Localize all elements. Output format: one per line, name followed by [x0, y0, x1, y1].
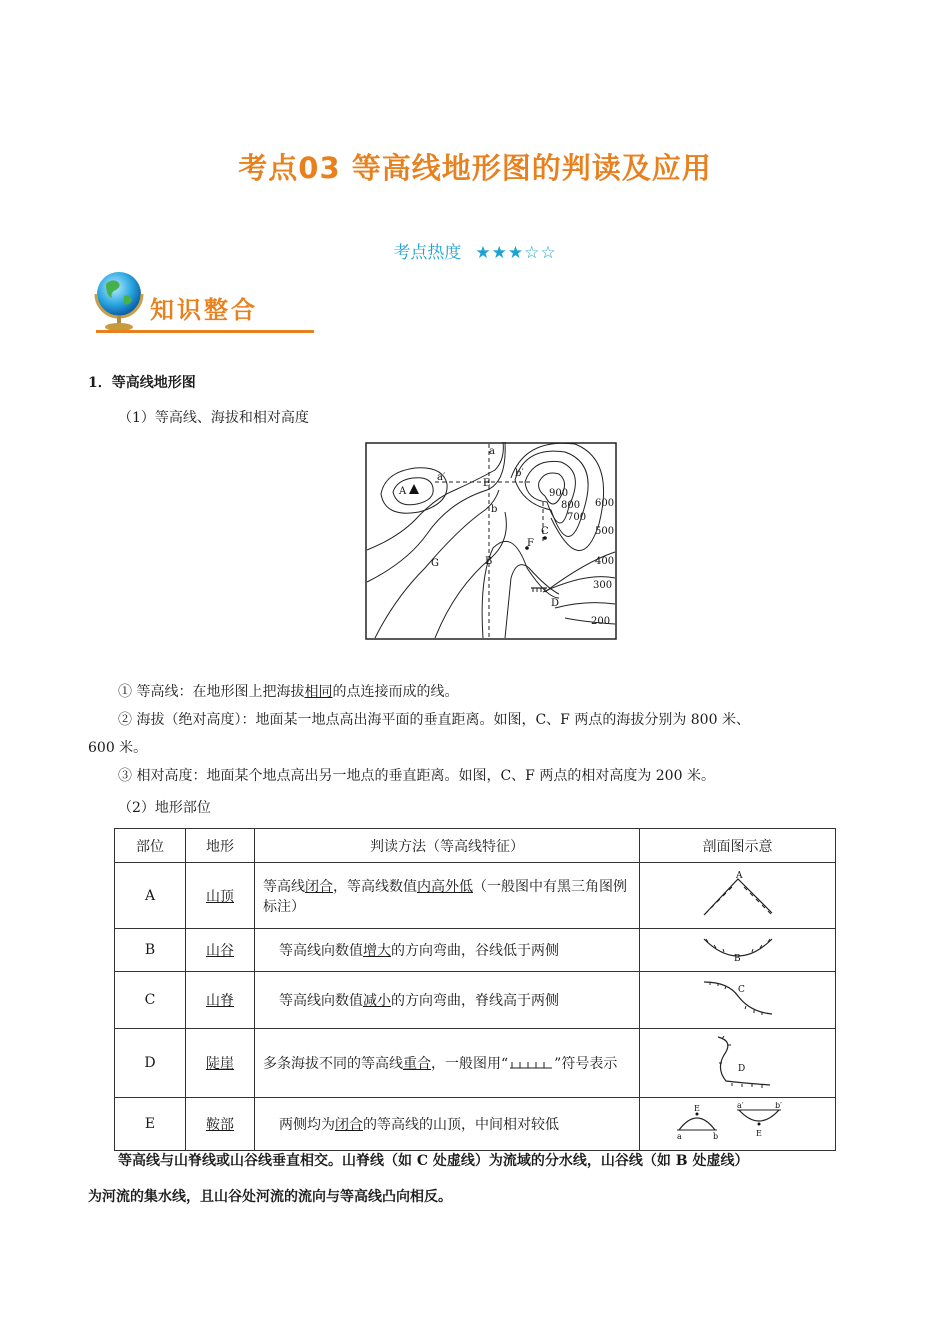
map-label: B [485, 556, 493, 567]
table-header: 剖面图示意 [640, 829, 836, 863]
table-row: C 山脊 等高线向数值减小的方向弯曲，脊线高于两侧 C [115, 972, 836, 1029]
table-row: A 山顶 等高线闭合，等高线数值内高外低（一般图中有黑三角图例标注） A [115, 863, 836, 929]
globe-icon [88, 268, 150, 334]
map-label: 500 [595, 526, 615, 537]
map-label: 900 [549, 488, 569, 499]
map-label: F [527, 538, 534, 549]
item-contour-line: ① 等高线：在地形图上把海拔相同的点连接而成的线。 [118, 684, 459, 700]
map-label: G [431, 558, 439, 569]
section-heading: 1．等高线地形图 [88, 375, 196, 391]
map-label: a [489, 446, 495, 457]
map-label: 300 [593, 580, 613, 591]
table-row: B 山谷 等高线向数值增大的方向弯曲，谷线低于两侧 B [115, 929, 836, 972]
subheading-terrain: （2）地形部位 [118, 800, 211, 816]
method-cell: 多条海拔不同的等高线重合，一般图用“ ”符号表示 [255, 1029, 640, 1098]
svg-text:B: B [733, 954, 741, 963]
knowledge-banner [88, 268, 314, 338]
item-altitude-cont: 600 米。 [88, 740, 148, 756]
note-line-2: 为河流的集水线，且山谷处河流的流向与等高线凸向相反。 [88, 1189, 452, 1205]
svg-text:a′: a′ [736, 1102, 744, 1110]
banner-label: 知识整合 [150, 296, 258, 324]
map-label: b [491, 504, 498, 515]
valley-profile [698, 933, 778, 963]
table-header: 地形 [186, 829, 255, 863]
svg-text:E: E [693, 1104, 700, 1113]
svg-text:E: E [755, 1129, 762, 1138]
item-relative-height: ③ 相对高度：地面某个地点高出另一地点的垂直距离。如图，C、F 两点的相对高度为 200 米。 [118, 768, 715, 784]
svg-text:C: C [737, 985, 745, 995]
map-label: E [483, 478, 491, 489]
contour-map [365, 442, 617, 640]
map-label: C [541, 526, 549, 537]
peak-profile [698, 869, 778, 919]
heat-stars: ★★★☆☆ [475, 243, 557, 263]
map-label: 600 [595, 498, 615, 509]
page-title: 考点03 等高线地形图的判读及应用 [238, 151, 712, 185]
map-label: 200 [591, 616, 611, 627]
method-cell: 等高线闭合，等高线数值内高外低（一般图中有黑三角图例标注） [255, 863, 640, 929]
svg-text:D: D [737, 1064, 745, 1074]
method-cell: 等高线向数值增大的方向弯曲，谷线低于两侧 [255, 929, 640, 972]
table-header: 部位 [115, 829, 186, 863]
table-row: D 陡崖 多条海拔不同的等高线重合，一般图用“ ”符号表示 D [115, 1029, 836, 1098]
table-header: 判读方法（等高线特征） [255, 829, 640, 863]
svg-text:b′: b′ [774, 1102, 782, 1110]
terrain-table [114, 828, 836, 1151]
map-label: 700 [567, 512, 587, 523]
map-label: b′ [515, 468, 524, 479]
table-row: E 鞍部 两侧均为闭合的等高线的山顶，中间相对较低 E a b a′ b′ E [115, 1098, 836, 1151]
svg-text:a: a [676, 1132, 682, 1141]
map-label: a′ [437, 472, 446, 483]
heat-rating [0, 238, 950, 263]
method-cell: 等高线向数值减小的方向弯曲，脊线高于两侧 [255, 972, 640, 1029]
map-label: 400 [595, 556, 615, 567]
svg-text:b: b [712, 1132, 718, 1141]
heat-label: 考点热度 [393, 243, 462, 263]
svg-text:A: A [735, 870, 742, 881]
cliff-profile [698, 1033, 778, 1089]
cliff-symbol-icon [508, 1058, 554, 1070]
method-cell: 两侧均为闭合的等高线的山顶，中间相对较低 [255, 1098, 640, 1151]
note-line-1: 等高线与山脊线或山谷线垂直相交。山脊线（如 C 处虚线）为流域的分水线，山谷线（如 B 处虚线） [118, 1153, 749, 1169]
subheading-contours: （1）等高线、海拔和相对高度 [118, 410, 309, 426]
item-altitude: ② 海拔（绝对高度）：地面某一地点高出海平面的垂直距离。如图，C、F 两点的海拔分别为 800 米、 [118, 712, 750, 728]
map-label: A [399, 486, 407, 497]
table-header-row [115, 829, 836, 863]
ridge-profile [698, 976, 778, 1020]
map-label: D [551, 598, 560, 609]
banner-underline [96, 330, 314, 333]
saddle-profile [673, 1102, 803, 1142]
map-label: 800 [561, 500, 581, 511]
